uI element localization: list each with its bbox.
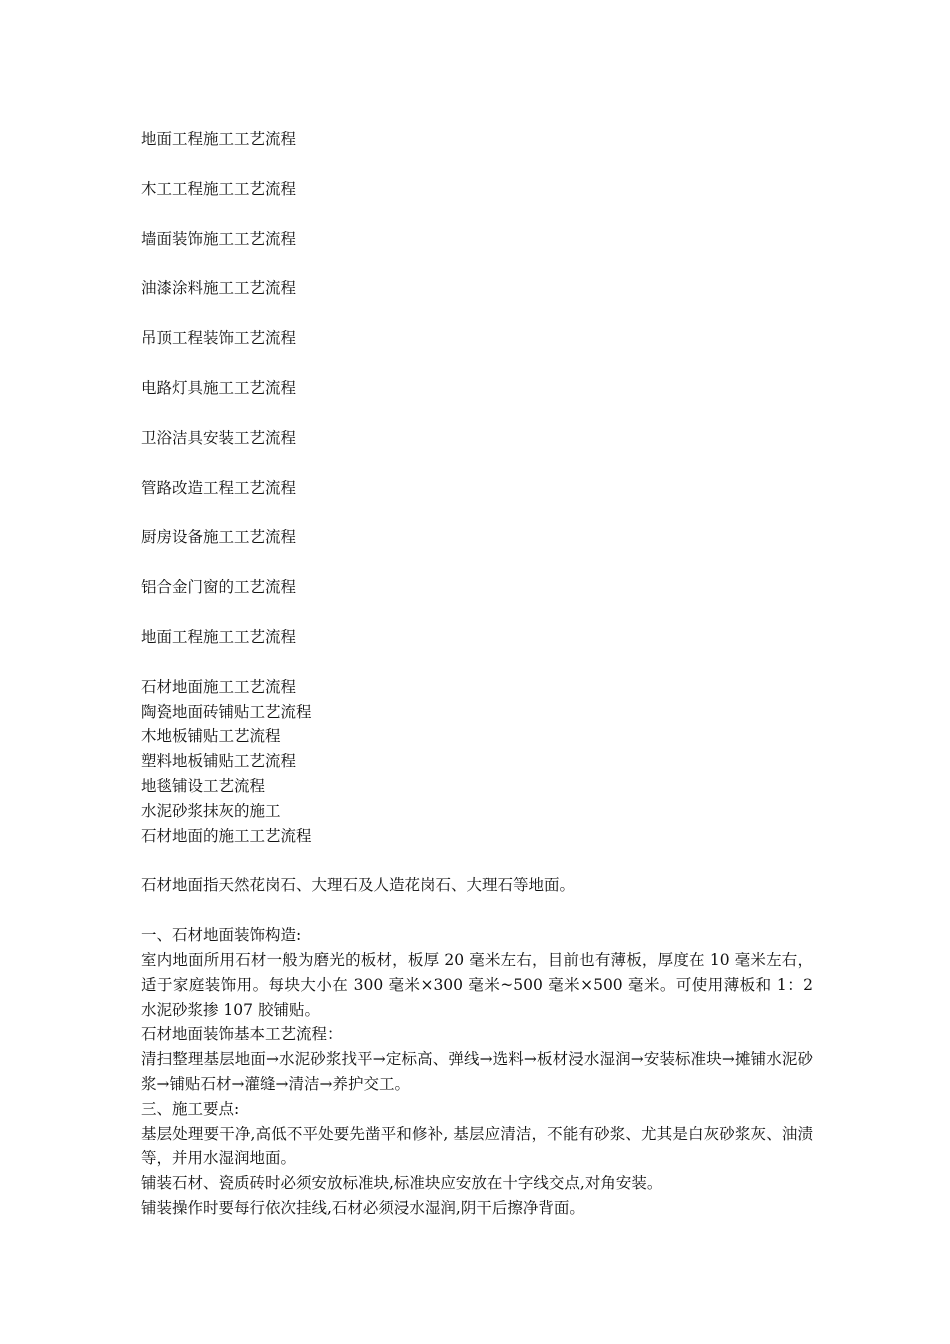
- toc-item: 地面工程施工工艺流程: [141, 130, 297, 148]
- toc-item: 墙面装饰施工工艺流程: [141, 229, 297, 248]
- section-heading: 石材地面装饰基本工艺流程：: [141, 1025, 343, 1044]
- toc-item: 吊顶工程装饰工艺流程: [141, 329, 297, 348]
- subtopic-item: 塑料地板铺贴工艺流程: [141, 752, 297, 771]
- body-paragraph: 铺装石材、瓷质砖时必须安放标准块,标准块应安放在十字线交点,对角安装。: [141, 1174, 663, 1193]
- body-paragraph: 室内地面所用石材一般为磨光的板材，板厚 20 毫米左右，目前也有薄板，厚度在 10 毫米左右，适于家庭装饰用。每块大小在 300 毫米×300 毫米~500 毫米×500 毫米。可使用薄板和 1：2 水泥砂浆掺 107 胶铺贴。: [141, 950, 813, 1019]
- section-heading: 三、施工要点:: [141, 1099, 240, 1118]
- subtopic-item: 木地板铺贴工艺流程: [141, 727, 281, 746]
- subtopic-item: 石材地面的施工工艺流程: [141, 826, 312, 845]
- toc-item: 电路灯具施工工艺流程: [141, 378, 297, 397]
- toc-item: 铝合金门窗的工艺流程: [141, 578, 297, 597]
- toc-item: 地面工程施工工艺流程: [141, 627, 297, 646]
- subtopic-item: 陶瓷地面砖铺贴工艺流程: [141, 702, 312, 721]
- toc-item: 木工工程施工工艺流程: [141, 179, 297, 198]
- subtopic-item: 水泥砂浆抹灰的施工: [141, 801, 281, 820]
- document-page: [141, 127, 813, 1221]
- section-heading: 一、石材地面装饰构造:: [141, 926, 302, 945]
- toc-item: 厨房设备施工工艺流程: [141, 528, 297, 547]
- intro-paragraph: 石材地面指天然花岗石、大理石及人造花岗石、大理石等地面。: [141, 876, 576, 895]
- toc-list: [141, 127, 813, 650]
- body-paragraph: 清扫整理基层地面→水泥砂浆找平→定标高、弹线→选料→板材浸水湿润→安装标准块→摊铺水泥砂浆→铺贴石材→灌缝→清洁→养护交工。: [141, 1050, 813, 1093]
- toc-item: 油漆涂料施工工艺流程: [141, 279, 297, 298]
- subtopic-item: 石材地面施工工艺流程: [141, 677, 297, 696]
- body-paragraph: 铺装操作时要每行依次挂线,石材必须浸水湿润,阴干后擦净背面。: [141, 1198, 585, 1217]
- toc-item: 卫浴洁具安装工艺流程: [141, 428, 297, 447]
- body-section: [141, 923, 813, 1221]
- toc-item: 管路改造工程工艺流程: [141, 478, 297, 497]
- subtopic-item: 地毯铺设工艺流程: [141, 776, 266, 795]
- subtopic-list: [141, 675, 813, 849]
- body-paragraph: 基层处理要干净,高低不平处要先凿平和修补, 基层应清洁，不能有砂浆、尤其是白灰砂浆灰、油渍等，并用水湿润地面。: [141, 1124, 813, 1168]
